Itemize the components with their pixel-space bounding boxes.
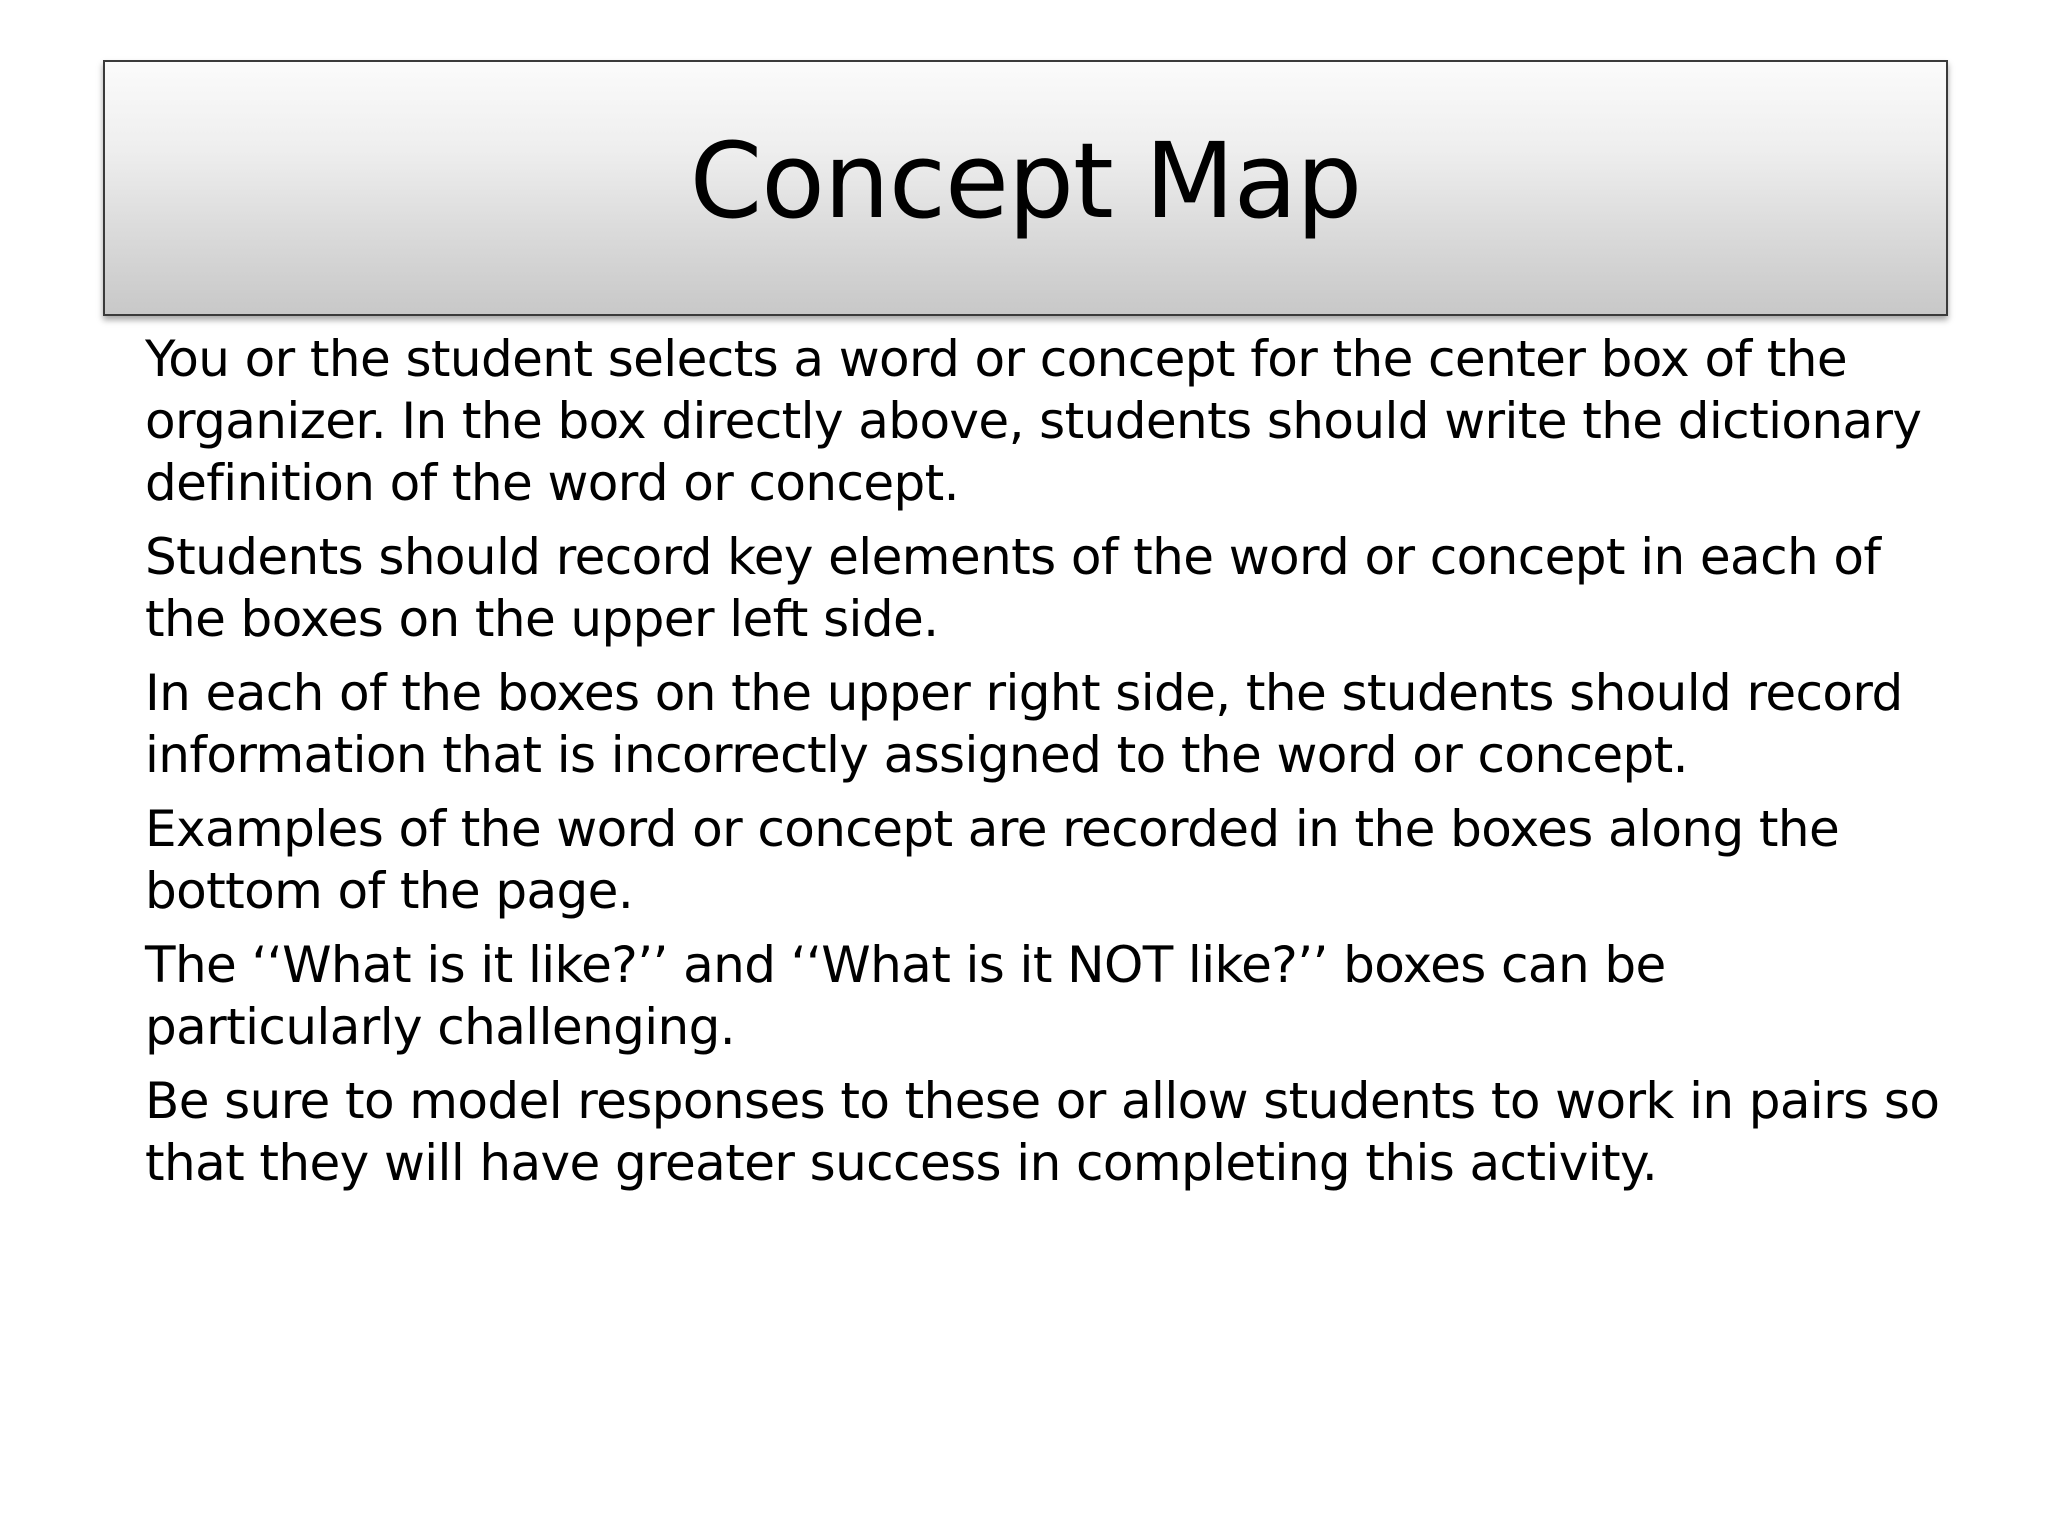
bullet-item: In each of the boxes on the upper right side, the students should record information that is incorrectly assigned to the word or concept. [145, 664, 1903, 784]
title-box [103, 60, 1948, 316]
bullet-list [145, 328, 1945, 1206]
bullet-item: You or the student selects a word or concept for the center box of the organizer. In the box directly above, students should write the dictionary definition of the word or concept. [145, 330, 1922, 512]
bullet-item: Students should record key elements of the word or concept in each of the boxes on the upper left side. [145, 528, 1881, 648]
bullet-item: Be sure to model responses to these or allow students to work in pairs so that they will have greater success in completing this activity. [145, 1072, 1940, 1192]
bullet-item: The ‘‘What is it like?’’ and ‘‘What is it NOT like?’’ boxes can be particularly challenging. [145, 936, 1666, 1056]
bullet-item: Examples of the word or concept are recorded in the boxes along the bottom of the page. [145, 800, 1840, 920]
slide-title: Concept Map [689, 120, 1362, 242]
